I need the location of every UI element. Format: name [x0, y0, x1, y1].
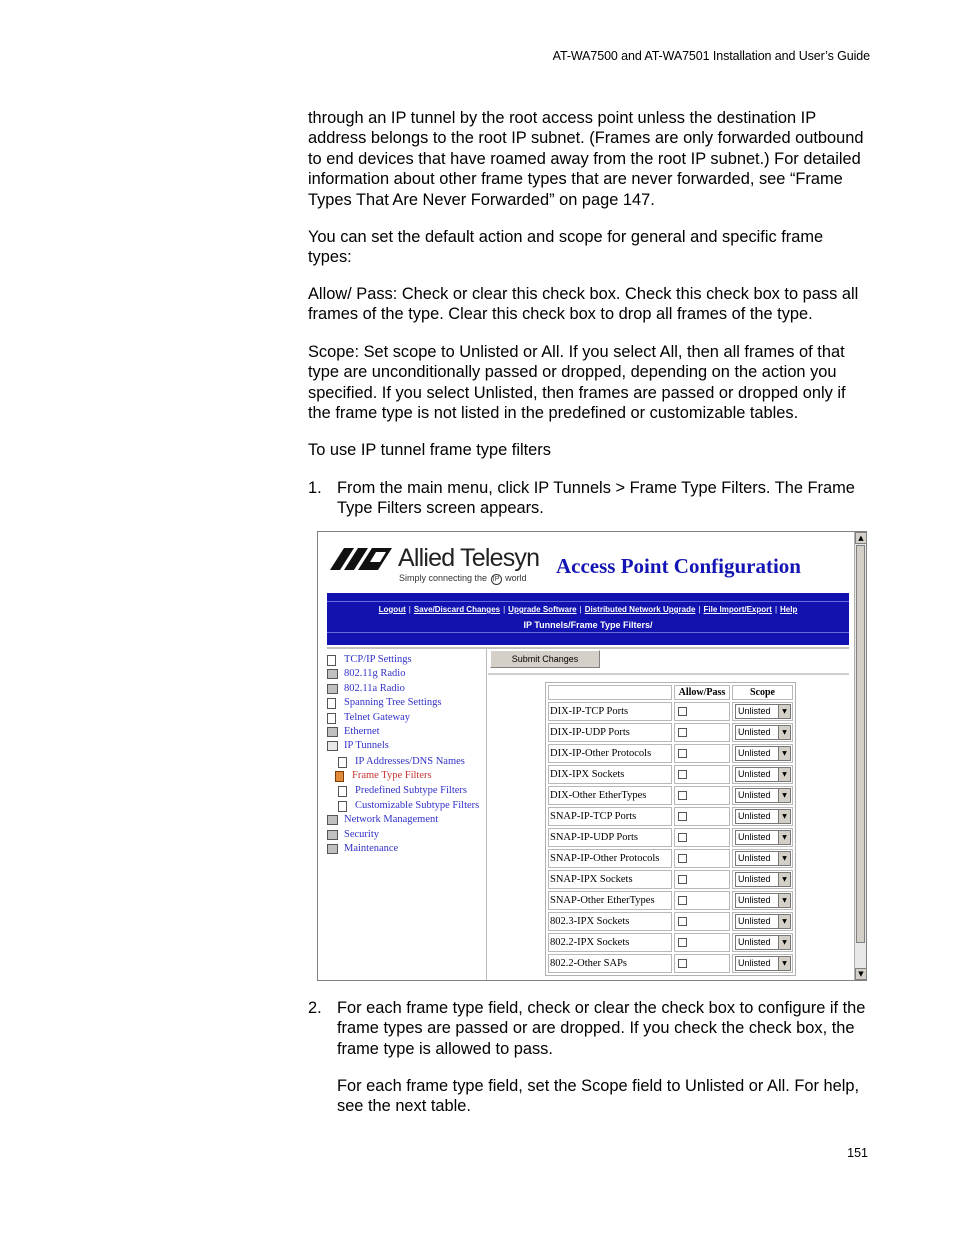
- ip-badge-icon: IP: [491, 574, 502, 585]
- tree-item-label: Spanning Tree Settings: [344, 697, 442, 708]
- allow-pass-cell: [674, 702, 730, 721]
- browser-viewport: [320, 534, 854, 980]
- table-row: [548, 723, 793, 742]
- scope-value: Unlisted: [738, 853, 771, 863]
- allow-pass-checkbox[interactable]: [678, 707, 687, 716]
- chevron-down-icon: ▼: [778, 726, 790, 739]
- tree-item-label: Security: [344, 829, 379, 840]
- chevron-down-icon: ▼: [778, 852, 790, 865]
- table-row: [548, 954, 793, 973]
- scope-value: Unlisted: [738, 895, 771, 905]
- allow-pass-checkbox[interactable]: [678, 833, 687, 842]
- scope-value: Unlisted: [738, 916, 771, 926]
- logo-tagline: [399, 573, 527, 585]
- chevron-down-icon: ▼: [778, 915, 790, 928]
- document-icon: [327, 655, 336, 666]
- frame-type-name: SNAP-IP-Other Protocols: [548, 849, 672, 868]
- frame-type-name: DIX-IP-Other Protocols: [548, 744, 672, 763]
- table-row: [548, 912, 793, 931]
- frame-type-name: SNAP-IP-UDP Ports: [548, 828, 672, 847]
- frame-type-name: SNAP-IP-TCP Ports: [548, 807, 672, 826]
- allied-telesyn-logo: [330, 544, 550, 586]
- frame-type-table: [545, 682, 796, 976]
- body-paragraph: [308, 108, 870, 210]
- column-header-scope: Scope: [732, 685, 793, 700]
- scroll-down-icon[interactable]: ▼: [855, 968, 867, 980]
- table-row: [548, 933, 793, 952]
- allow-pass-cell: [674, 807, 730, 826]
- tree-item-label: Frame Type Filters: [352, 770, 432, 781]
- scope-cell: [732, 933, 793, 952]
- scope-cell: [732, 870, 793, 889]
- allow-pass-cell: [674, 828, 730, 847]
- frame-type-name: DIX-Other EtherTypes: [548, 786, 672, 805]
- table-row: [548, 849, 793, 868]
- vertical-scrollbar[interactable]: [854, 532, 866, 980]
- scope-select[interactable]: [735, 956, 791, 971]
- table-row: [548, 786, 793, 805]
- scope-select[interactable]: [735, 914, 791, 929]
- frame-type-name: SNAP-IPX Sockets: [548, 870, 672, 889]
- menu-upgrade-software[interactable]: Upgrade Software: [508, 605, 577, 614]
- scope-cell: [732, 765, 793, 784]
- scope-value: Unlisted: [738, 727, 771, 737]
- allow-pass-cell: [674, 723, 730, 742]
- menu-separator: |: [774, 605, 778, 614]
- logo-mark-icon: [330, 548, 392, 570]
- scope-value: Unlisted: [738, 769, 771, 779]
- frame-type-filters-screenshot: [317, 531, 867, 981]
- allow-pass-cell: [674, 849, 730, 868]
- step-text: For each frame type field, check or clear the check box to configure if the frame types are passed or are dropped. If you check the check box, the frame type is allowed to pass.: [337, 999, 866, 1058]
- divider: [327, 601, 849, 602]
- document-icon: [327, 713, 336, 724]
- folder-icon: [327, 844, 338, 854]
- tree-item-label: TCP/IP Settings: [344, 654, 412, 665]
- divider: [488, 673, 849, 675]
- folder-icon: [327, 830, 338, 840]
- scope-select[interactable]: [735, 893, 791, 908]
- scope-select[interactable]: [735, 851, 791, 866]
- allow-pass-checkbox[interactable]: [678, 875, 687, 884]
- scope-select[interactable]: [735, 809, 791, 824]
- tree-item-label: IP Tunnels: [344, 740, 389, 751]
- menu-save-discard-changes[interactable]: Save/Discard Changes: [413, 605, 501, 614]
- scope-value: Unlisted: [738, 748, 771, 758]
- allow-pass-cell: [674, 765, 730, 784]
- scope-cell: [732, 744, 793, 763]
- scope-value: Unlisted: [738, 958, 771, 968]
- table-row: [548, 870, 793, 889]
- frame-type-name: DIX-IPX Sockets: [548, 765, 672, 784]
- scope-cell: [732, 786, 793, 805]
- frame-type-name: 802.3-IPX Sockets: [548, 912, 672, 931]
- step-text: From the main menu, click IP Tunnels > Frame Type Filters. The Frame Type Filters screen appears.: [337, 479, 855, 518]
- body-paragraph: [308, 284, 870, 325]
- document-icon: [338, 801, 347, 812]
- scope-cell: [732, 849, 793, 868]
- scope-value: Unlisted: [738, 874, 771, 884]
- document-selected-icon: [335, 771, 344, 782]
- tree-item-label: 802.11a Radio: [344, 683, 405, 694]
- step-2-continuation: For each frame type field, set the Scope field to Unlisted or All. For help, see the next table.: [337, 1077, 860, 1116]
- scope-select[interactable]: [735, 872, 791, 887]
- frame-type-name: DIX-IP-TCP Ports: [548, 702, 672, 721]
- scope-select[interactable]: [735, 830, 791, 845]
- menu-separator: |: [503, 605, 506, 614]
- folder-icon: [327, 684, 338, 694]
- tree-item-label: Customizable Subtype Filters: [355, 800, 480, 811]
- scope-select[interactable]: [735, 767, 791, 782]
- document-icon: [338, 757, 347, 768]
- allow-pass-checkbox[interactable]: [678, 896, 687, 905]
- menu-separator: |: [408, 605, 411, 614]
- table-row: [548, 891, 793, 910]
- chevron-down-icon: ▼: [778, 831, 790, 844]
- scope-select[interactable]: [735, 725, 791, 740]
- chevron-down-icon: ▼: [778, 747, 790, 760]
- scope-value: Unlisted: [738, 706, 771, 716]
- chevron-down-icon: ▼: [778, 894, 790, 907]
- chevron-down-icon: ▼: [778, 936, 790, 949]
- folder-icon: [327, 669, 338, 679]
- scope-select[interactable]: [735, 746, 791, 761]
- table-row: [548, 765, 793, 784]
- chevron-down-icon: ▼: [778, 810, 790, 823]
- menu-separator: |: [698, 605, 701, 614]
- tree-item-label: Ethernet: [344, 726, 380, 737]
- tree-item-label: Predefined Subtype Filters: [355, 785, 467, 796]
- table-row: [548, 828, 793, 847]
- scope-value: Unlisted: [738, 832, 771, 842]
- scope-select[interactable]: [735, 935, 791, 950]
- body-paragraph: [308, 227, 870, 268]
- tree-item-label: IP Addresses/DNS Names: [355, 756, 465, 767]
- logo-name: Allied Telesyn: [398, 544, 540, 572]
- allow-pass-cell: [674, 786, 730, 805]
- allow-pass-checkbox[interactable]: [678, 728, 687, 737]
- running-head: AT-WA7500 and AT-WA7501 Installation and User’s Guide: [552, 49, 870, 63]
- allow-pass-checkbox[interactable]: [678, 917, 687, 926]
- chevron-down-icon: ▼: [778, 768, 790, 781]
- frame-type-name: 802.2-IPX Sockets: [548, 933, 672, 952]
- main-menu-bar: [327, 593, 849, 645]
- scrollbar-thumb[interactable]: [856, 545, 865, 943]
- paragraph-text: Scope: Set scope to Unlisted or All. If you select All, then all frames of that type are unconditionally passed or dropped, depending on the action you specified. If you select Unlisted, then frames are passed or dropped only if the frame type is not listed in the predefined or customizable tables.: [308, 343, 846, 423]
- folder-icon: [327, 727, 338, 737]
- procedure-heading: [308, 440, 870, 460]
- scope-select[interactable]: [735, 704, 791, 719]
- allow-pass-checkbox[interactable]: [678, 749, 687, 758]
- scope-cell: [732, 807, 793, 826]
- step-number: 1.: [308, 479, 322, 497]
- allow-pass-cell: [674, 954, 730, 973]
- tree-item-label: 802.11g Radio: [344, 668, 406, 679]
- menu-help[interactable]: Help: [780, 605, 798, 614]
- column-header-allow-pass: Allow/Pass: [674, 685, 730, 700]
- scope-cell: [732, 723, 793, 742]
- allow-pass-cell: [674, 870, 730, 889]
- menu-separator: |: [579, 605, 582, 614]
- page-number: 151: [847, 1146, 868, 1160]
- tagline-left: Simply connecting the: [399, 573, 488, 583]
- paragraph-text: To use IP tunnel frame type filters: [308, 441, 551, 459]
- allow-pass-checkbox[interactable]: [678, 770, 687, 779]
- table-row: [548, 744, 793, 763]
- chevron-down-icon: ▼: [778, 705, 790, 718]
- tagline-right: world: [505, 573, 527, 583]
- navigation-tree: [320, 649, 487, 981]
- chevron-down-icon: ▼: [778, 789, 790, 802]
- allow-pass-checkbox[interactable]: [678, 938, 687, 947]
- frame-type-name: SNAP-Other EtherTypes: [548, 891, 672, 910]
- document-icon: [338, 786, 347, 797]
- scope-value: Unlisted: [738, 937, 771, 947]
- body-paragraph: [308, 342, 870, 424]
- table-row: [548, 702, 793, 721]
- scope-cell: [732, 954, 793, 973]
- divider: [327, 632, 849, 633]
- folder-open-icon: [327, 741, 338, 751]
- allow-pass-cell: [674, 933, 730, 952]
- scope-value: Unlisted: [738, 811, 771, 821]
- menu-logout[interactable]: Logout: [378, 605, 406, 614]
- menu-file-import-export[interactable]: File Import/Export: [703, 605, 772, 614]
- paragraph-text: Allow/ Pass: Check or clear this check box. Check this check box to pass all frames of the type. Clear this check box to drop all frames of the type.: [308, 285, 859, 324]
- submit-changes-button[interactable]: Submit Changes: [490, 650, 600, 668]
- allow-pass-checkbox[interactable]: [678, 959, 687, 968]
- app-title: Access Point Configuration: [556, 554, 801, 578]
- scope-cell: [732, 891, 793, 910]
- paragraph-text: through an IP tunnel by the root access point unless the destination IP address belongs to the root IP subnet. (Frames are only forwarded outbound to end devices that have roamed away from the root IP subnet.) For detailed information about other frame types that are never forwarded, see “Frame Types That Are Never Forwarded” on page 147.: [308, 109, 864, 209]
- allow-pass-cell: [674, 891, 730, 910]
- table-header-row: [548, 685, 793, 700]
- tree-item-label: Network Management: [344, 814, 439, 825]
- allow-pass-checkbox[interactable]: [678, 812, 687, 821]
- scope-value: Unlisted: [738, 790, 771, 800]
- scope-cell: [732, 828, 793, 847]
- column-header-name: [548, 685, 672, 700]
- folder-icon: [327, 815, 338, 825]
- frame-type-filters-panel: [488, 649, 849, 981]
- allow-pass-checkbox[interactable]: [678, 791, 687, 800]
- allow-pass-cell: [674, 912, 730, 931]
- frame-type-name: DIX-IP-UDP Ports: [548, 723, 672, 742]
- main-menu-links: [327, 605, 849, 614]
- step-number: 2.: [308, 999, 322, 1017]
- allow-pass-checkbox[interactable]: [678, 854, 687, 863]
- table-row: [548, 807, 793, 826]
- menu-distributed-network-upgrade[interactable]: Distributed Network Upgrade: [584, 605, 696, 614]
- scope-select[interactable]: [735, 788, 791, 803]
- chevron-down-icon: ▼: [778, 873, 790, 886]
- scope-cell: [732, 912, 793, 931]
- scroll-up-icon[interactable]: ▲: [855, 532, 867, 544]
- tree-item-label: Maintenance: [344, 843, 399, 854]
- chevron-down-icon: ▼: [778, 957, 790, 970]
- tree-item-label: Telnet Gateway: [344, 712, 411, 723]
- document-icon: [327, 698, 336, 709]
- paragraph-text: You can set the default action and scope for general and specific frame types:: [308, 228, 824, 267]
- scope-cell: [732, 702, 793, 721]
- frame-type-name: 802.2-Other SAPs: [548, 954, 672, 973]
- allow-pass-cell: [674, 744, 730, 763]
- breadcrumb: IP Tunnels/Frame Type Filters/: [523, 620, 653, 630]
